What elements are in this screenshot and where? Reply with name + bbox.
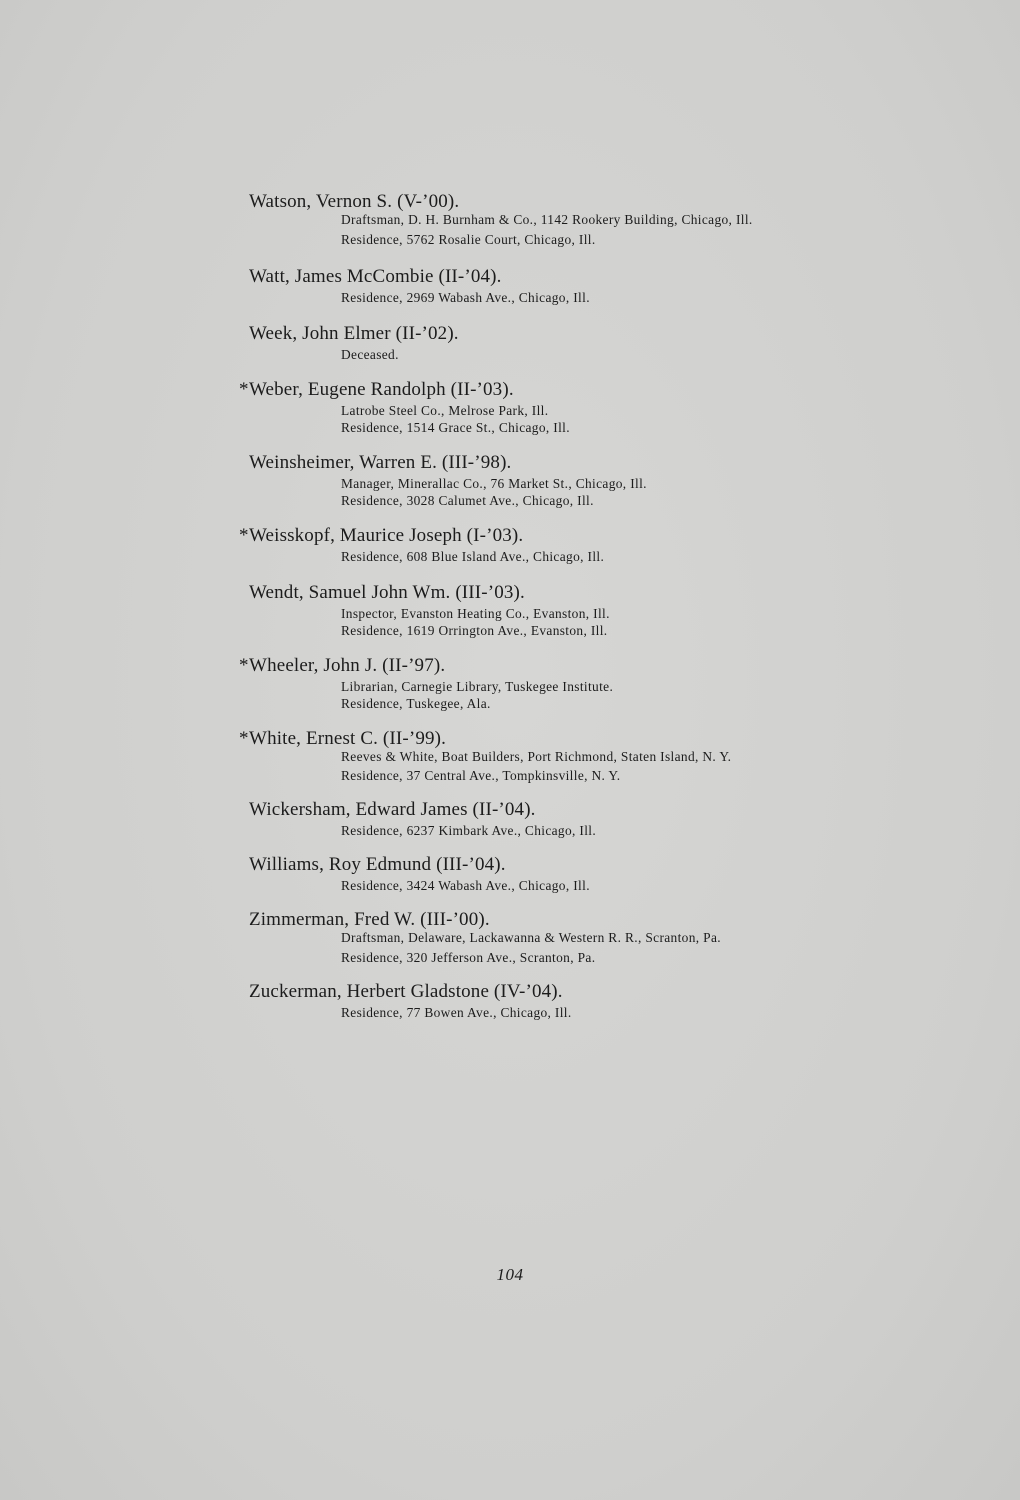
entry-wendt bbox=[0, 582, 1020, 639]
page-number: 104 bbox=[496, 1265, 524, 1284]
entry-name: * White, Ernest C. (II-’99). bbox=[239, 727, 446, 749]
alumni-entries bbox=[0, 191, 1020, 1021]
detail-line: Librarian, Carnegie Library, Tuskegee Institute. bbox=[341, 678, 614, 694]
entry-wickersham bbox=[0, 799, 1020, 839]
detail-line: Latrobe Steel Co., Melrose Park, Ill. bbox=[341, 402, 549, 418]
detail-line: Residence, 37 Central Ave., Tompkinsville, N. Y. bbox=[341, 768, 621, 783]
entry-white bbox=[0, 728, 1020, 785]
detail-line: Residence, 5762 Rosalie Court, Chicago, Ill. bbox=[341, 231, 596, 247]
entry-name: Wendt, Samuel John Wm. (III-’03). bbox=[249, 581, 525, 603]
detail-line: Residence, 2969 Wabash Ave., Chicago, Ill. bbox=[341, 289, 590, 305]
detail-line: Residence, 320 Jefferson Ave., Scranton, Pa. bbox=[341, 949, 596, 965]
detail-line: Residence, 6237 Kimbark Ave., Chicago, Ill. bbox=[341, 823, 597, 838]
entry-weisskopf bbox=[0, 525, 1020, 565]
detail-line: Residence, 1514 Grace St., Chicago, Ill. bbox=[341, 419, 570, 435]
detail-line: Residence, 608 Blue Island Ave., Chicago, Ill. bbox=[341, 548, 605, 564]
entry-weber bbox=[0, 379, 1020, 436]
detail-line: Inspector, Evanston Heating Co., Evanston, Ill. bbox=[341, 605, 610, 621]
entry-details bbox=[341, 402, 786, 436]
entry-name: Zuckerman, Herbert Gladstone (IV-’04). bbox=[249, 980, 563, 1002]
detail-line: Reeves & White, Boat Builders, Port Richmond, Staten Island, N. Y. bbox=[341, 748, 732, 764]
entry-name: Watt, James McCombie (II-’04). bbox=[249, 265, 502, 287]
entry-zuckerman bbox=[0, 981, 1020, 1021]
entry-details bbox=[341, 932, 786, 966]
entry-name: Williams, Roy Edmund (III-’04). bbox=[249, 854, 506, 875]
entry-name: Zimmerman, Fred W. (III-’00). bbox=[249, 909, 490, 930]
entry-williams bbox=[0, 854, 1020, 894]
detail-line: Residence, Tuskegee, Ala. bbox=[341, 695, 491, 711]
entry-details bbox=[341, 214, 786, 248]
entry-details bbox=[341, 822, 786, 839]
entry-details bbox=[341, 1004, 786, 1021]
detail-line: Residence, 3424 Wabash Ave., Chicago, Ill. bbox=[341, 878, 590, 893]
entry-watson bbox=[0, 191, 1020, 248]
entry-details bbox=[341, 289, 786, 306]
entry-name: * Wheeler, John J. (II-’97). bbox=[239, 654, 446, 676]
entry-name: Watson, Vernon S. (V-’00). bbox=[249, 191, 460, 212]
entry-details bbox=[341, 475, 786, 509]
entry-name: Wickersham, Edward James (II-’04). bbox=[249, 799, 536, 820]
entry-zimmerman bbox=[0, 909, 1020, 966]
entry-name: * Weisskopf, Maurice Joseph (I-’03). bbox=[239, 524, 524, 546]
entry-weinsheimer bbox=[0, 452, 1020, 509]
entry-name: Week, John Elmer (II-’02). bbox=[249, 322, 459, 344]
detail-line: Deceased. bbox=[341, 346, 399, 362]
entry-details bbox=[341, 678, 786, 712]
detail-line: Draftsman, Delaware, Lackawanna & Western R. R., Scranton, Pa. bbox=[341, 930, 721, 945]
entry-week bbox=[0, 323, 1020, 363]
entry-details bbox=[341, 605, 786, 639]
detail-line: Residence, 3028 Calumet Ave., Chicago, Ill. bbox=[341, 492, 594, 508]
entry-details bbox=[341, 548, 786, 565]
entry-details bbox=[341, 346, 786, 363]
entry-name: Weinsheimer, Warren E. (III-’98). bbox=[249, 451, 512, 473]
entry-wheeler bbox=[0, 655, 1020, 712]
entry-details bbox=[341, 748, 786, 785]
detail-line: Draftsman, D. H. Burnham & Co., 1142 Rookery Building, Chicago, Ill. bbox=[341, 212, 753, 227]
entry-watt bbox=[0, 266, 1020, 306]
detail-line: Manager, Minerallac Co., 76 Market St., Chicago, Ill. bbox=[341, 475, 647, 491]
detail-line: Residence, 1619 Orrington Ave., Evanston, Ill. bbox=[341, 622, 608, 638]
entry-details bbox=[341, 877, 786, 894]
detail-line: Residence, 77 Bowen Ave., Chicago, Ill. bbox=[341, 1004, 572, 1020]
entry-name: * Weber, Eugene Randolph (II-’03). bbox=[239, 378, 514, 400]
